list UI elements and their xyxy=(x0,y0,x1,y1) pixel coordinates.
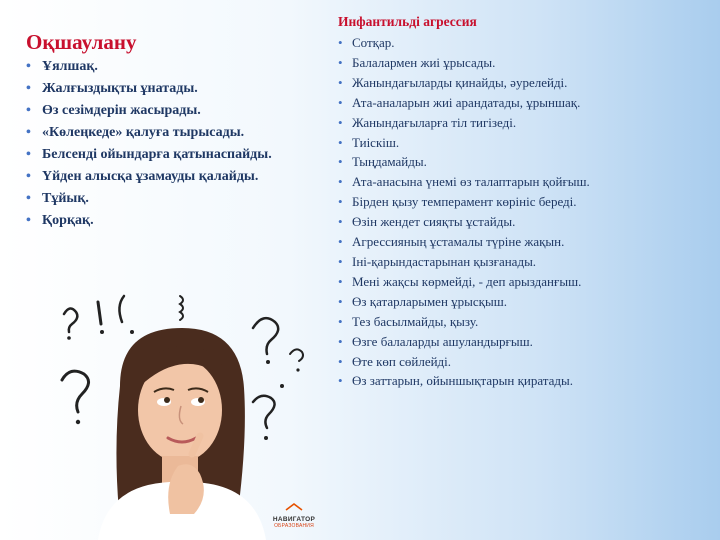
list-item: • Жалғыздықты ұнатады. xyxy=(26,81,198,96)
navigator-logo xyxy=(266,498,322,529)
bullet-icon: • xyxy=(338,353,343,369)
logo-text-top: НАВИГАТОР xyxy=(272,516,316,523)
list-item: • Ұялшақ. xyxy=(26,59,98,74)
bullet-icon: • xyxy=(338,114,343,130)
list-item: • Мені жақсы көрмейді, - деп арызданғыш. xyxy=(338,272,710,292)
right-panel xyxy=(338,14,710,391)
bullet-icon: • xyxy=(338,253,343,269)
bullet-icon: • xyxy=(338,333,343,349)
bullet-icon: • xyxy=(338,273,343,289)
bullet-icon: • xyxy=(338,94,343,110)
list-item: • Бірден қызу темперамент көрініс береді. xyxy=(338,192,710,212)
list-item: • Өзге балаларды ашуландырғыш. xyxy=(338,332,710,352)
list-item: • Агрессияның ұстамалы түріне жақын. xyxy=(338,232,710,252)
bullet-icon: • xyxy=(338,134,343,150)
list-item: • Өзін жендет сияқты ұстайды. xyxy=(338,212,710,232)
bullet-icon: • xyxy=(338,214,343,230)
list-item: • Қорқақ. xyxy=(26,213,94,228)
list-item: • Жанындағыларға тіл тигізеді. xyxy=(338,113,710,133)
logo-mark-icon xyxy=(284,503,304,511)
bullet-icon: • xyxy=(338,293,343,309)
list-item: • Балалармен жиі ұрысады. xyxy=(338,53,710,73)
bullet-icon: • xyxy=(26,213,31,228)
bullet-icon: • xyxy=(338,154,343,170)
list-item: • Тұйық. xyxy=(26,191,89,206)
list-item: • Іні-қарындастарынан қызғанады. xyxy=(338,252,710,272)
bullet-icon: • xyxy=(338,313,343,329)
logo-text-bottom: ОБРАЗОВАНИЯ xyxy=(274,523,314,529)
list-item: • Белсенді ойындарға қатынаспайды. xyxy=(26,147,272,162)
list-item: • Өз заттарын, ойыншықтарын қиратады. xyxy=(338,371,710,391)
list-item: • Өз сезімдерін жасырады. xyxy=(26,103,201,118)
list-item: • Тиіскіш. xyxy=(338,133,710,153)
bullet-icon: • xyxy=(338,74,343,90)
left-list xyxy=(26,58,316,234)
bullet-icon: • xyxy=(338,373,343,389)
left-title: Оқшаулану xyxy=(26,30,137,54)
list-item: • Тыңдамайды. xyxy=(338,152,710,172)
bullet-icon: • xyxy=(338,174,343,190)
bullet-icon: • xyxy=(338,234,343,250)
bullet-icon: • xyxy=(26,59,31,74)
list-item: • Өз қатарларымен ұрысқыш. xyxy=(338,292,710,312)
bullet-icon: • xyxy=(338,54,343,70)
list-item: • Үйден алысқа ұзамауды қалайды. xyxy=(26,169,259,184)
bullet-icon: • xyxy=(26,81,31,96)
list-item: • Тез басылмайды, қызу. xyxy=(338,312,710,332)
list-item: • Өте көп сөйлейді. xyxy=(338,352,710,372)
list-item: • Жанындағыларды қинайды, әурелейді. xyxy=(338,73,710,93)
list-item: • «Көлеңкеде» қалуға тырысады. xyxy=(26,125,245,140)
bullet-icon: • xyxy=(26,147,31,162)
bullet-icon: • xyxy=(338,194,343,210)
right-title: Инфантильді агрессия xyxy=(338,14,477,29)
bullet-icon: • xyxy=(26,125,31,140)
list-item: • Сотқар. xyxy=(338,33,710,53)
list-item: • Ата-анасына үнемі өз талаптарын қойғыш. xyxy=(338,172,710,192)
bullet-icon: • xyxy=(26,103,31,118)
right-list xyxy=(338,33,710,391)
bullet-icon: • xyxy=(26,191,31,206)
list-item: • Ата-аналарын жиі арандатады, ұрыншақ. xyxy=(338,93,710,113)
bullet-icon: • xyxy=(338,35,343,50)
bullet-icon: • xyxy=(26,169,31,184)
